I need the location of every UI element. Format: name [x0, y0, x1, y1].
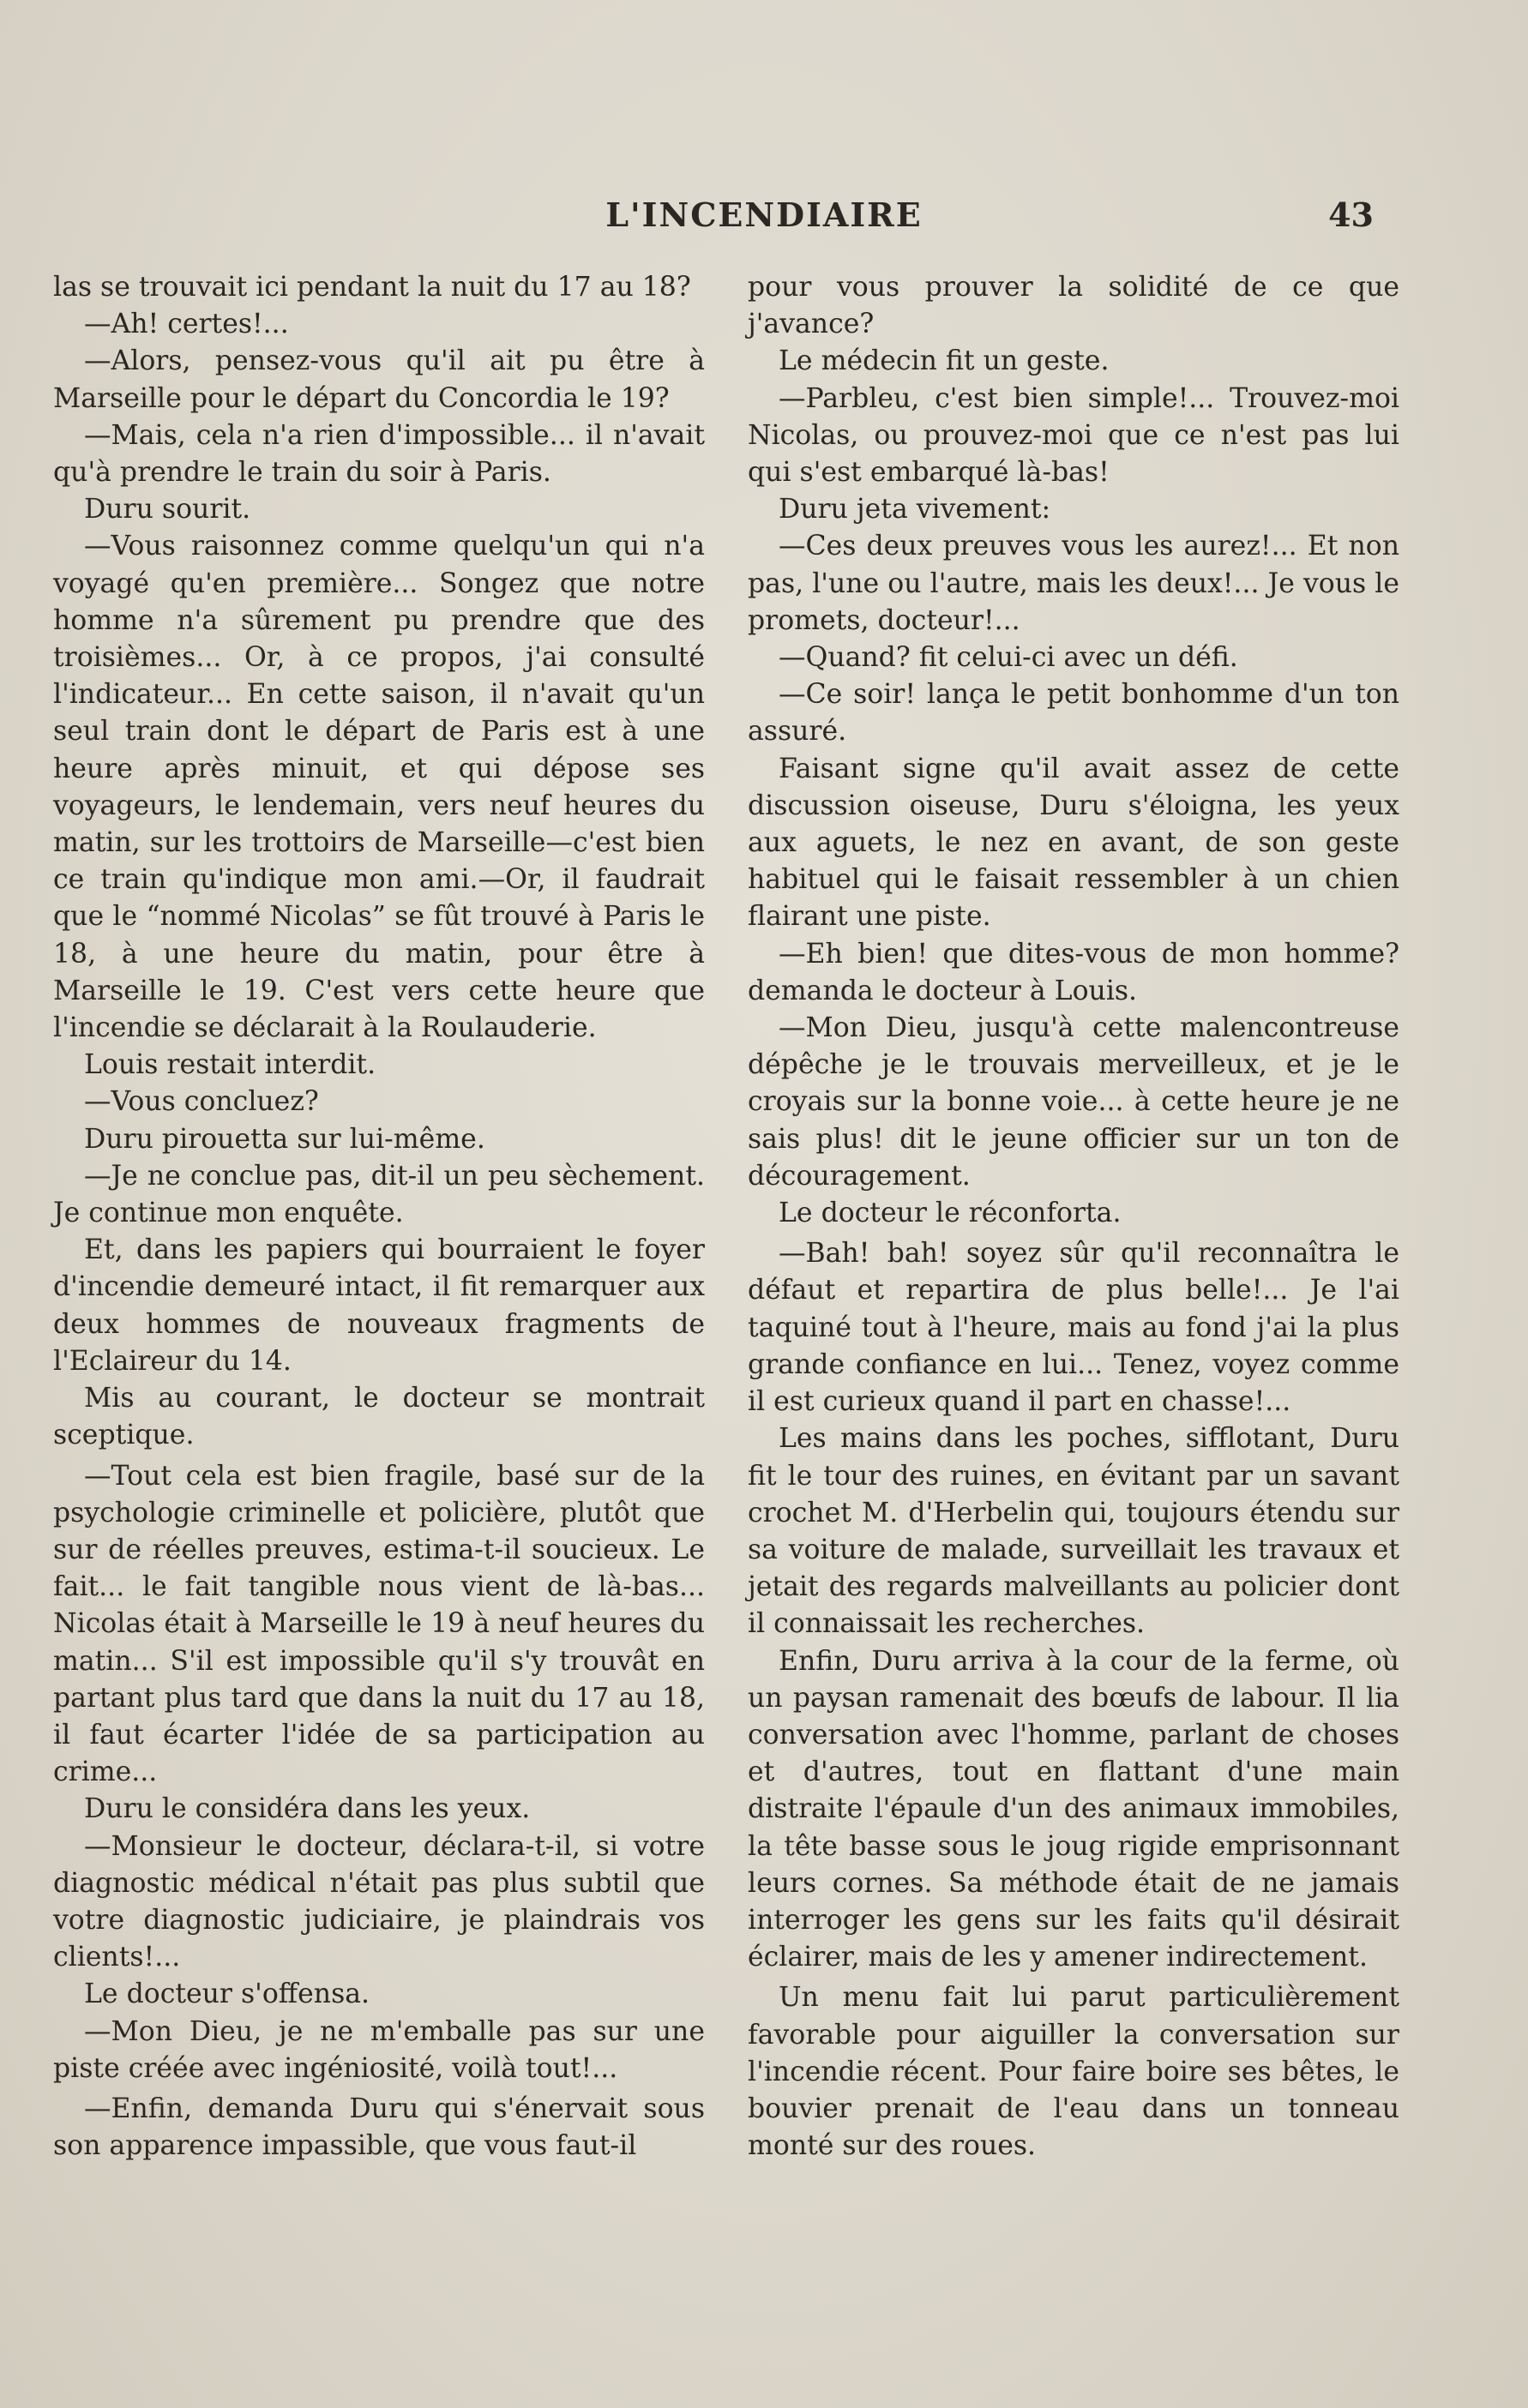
paragraph: Enfin, Duru arriva à la cour de la ferme, où un paysan ramenait des bœufs de labour. Il lia conversation avec l'homme, parlant de choses et d'autres, tout en flattant d'une main distraite l'épaule d'un des animaux immobiles, la tête basse sous le joug rigide emprisonnant leurs cornes. Sa méthode était de ne jamais interroger les gens sur les faits qu'il désirait éclairer, mais de les y amener indirectement. — [748, 1645, 1399, 1973]
left-column — [53, 269, 705, 2165]
paragraph: las se trouvait ici pendant la nuit du 17 au 18? — [53, 272, 691, 303]
paragraph: —Monsieur le docteur, déclara-t-il, si votre diagnostic médical n'était pas plus subtil que votre diagnostic judiciaire, je plaindrais vos clients!... — [53, 1830, 705, 1973]
paragraph: Faisant signe qu'il avait assez de cette discussion oiseuse, Duru s'éloigna, les yeux aux aguets, le nez en avant, de son geste habituel qui le faisait ressembler à un chien flairant une piste. — [748, 753, 1399, 933]
page-number: 43 — [1328, 195, 1374, 234]
paragraph: —Mon Dieu, je ne m'emballe pas sur une piste créée avec ingéniosité, voilà tout!... — [53, 2015, 705, 2084]
paragraph: —Vous raisonnez comme quelqu'un qui n'a voyagé qu'en première... Songez que notre homme n'a sûrement pu prendre que des troisièmes... Or, à ce propos, j'ai consulté l'indicateur... En cette saison, il n'avait qu'un seul train dont le départ de Paris est à une heure après minuit, et qui dépose ses voyageurs, le lendemain, vers neuf heures du matin, sur les trottoirs de Marseille—c'est bien ce train qu'indique mon ami.—Or, il faudrait que le “nommé Nicolas” se fût trouvé à Paris le 18, à une heure du matin, pour être à Marseille le 19. C'est vers cette heure que l'incendie se déclarait à la Roulauderie. — [53, 531, 705, 1044]
paragraph: —Mon Dieu, jusqu'à cette malencontreuse dépêche je le trouvais merveilleux, et je le croyais sur la bonne voie... à cette heure je ne sais plus! dit le jeune officier sur un ton de découragement. — [748, 1012, 1399, 1192]
paragraph: —Mais, cela n'a rien d'impossible... il n'avait qu'à prendre le train du soir à Paris. — [53, 419, 705, 489]
paragraph: —Ce soir! lança le petit bonhomme d'un ton assuré. — [748, 679, 1399, 748]
paragraph: —Alors, pensez-vous qu'il ait pu être à Marseille pour le départ du Concordia le 19? — [53, 345, 705, 414]
paragraph: Le docteur le réconforta. — [779, 1198, 1122, 1229]
paragraph: Duru pirouetta sur lui-même. — [84, 1123, 485, 1155]
paragraph: —Ah! certes!... — [84, 309, 289, 340]
paragraph: —Eh bien! que dites-vous de mon homme? demanda le docteur à Louis. — [748, 938, 1399, 1006]
paragraph: —Je ne conclue pas, dit-il un peu sèchement. Je continue mon enquête. — [53, 1160, 705, 1229]
page-header — [0, 195, 1528, 247]
paragraph: —Enfin, demanda Duru qui s'énervait sous son apparence impassible, que vous faut-il — [53, 2093, 705, 2162]
paragraph: Duru jeta vivement: — [779, 494, 1051, 525]
right-column — [748, 269, 1399, 2165]
paragraph: Mis au courant, le docteur se montrait sceptique. — [53, 1383, 705, 1451]
paragraph: —Ces deux preuves vous les aurez!... Et non pas, l'une ou l'autre, mais les deux!... Je vous le promets, docteur!... — [748, 531, 1399, 636]
paragraph: Et, dans les papiers qui bourraient le foyer d'incendie demeuré intact, il fit remarquer aux deux hommes de nouveaux fragments de l'Eclaireur du 14. — [53, 1234, 705, 1377]
paragraph: Un menu fait lui parut particulièrement favorable pour aiguiller la conversation sur l'incendie récent. Pour faire boire ses bêtes, le bouvier prenait de l'eau dans un tonneau monté sur des roues. — [748, 1982, 1399, 2162]
running-title: L'INCENDIAIRE — [605, 195, 923, 234]
paragraph: —Vous concluez? — [84, 1086, 319, 1118]
paragraph: Les mains dans les poches, sifflotant, Duru fit le tour des ruines, en évitant par un savant crochet M. d'Herbelin qui, toujours étendu sur sa voiture de malade, surveillait les travaux et jetait des regards malveillants au policier dont il connaissait les recherches. — [748, 1423, 1399, 1640]
paragraph: Le médecin fit un geste. — [779, 345, 1110, 377]
paragraph: Duru sourit. — [84, 494, 251, 525]
paragraph: Louis restait interdit. — [84, 1049, 376, 1081]
paragraph: Duru le considéra dans les yeux. — [84, 1793, 531, 1825]
paragraph: —Quand? fit celui-ci avec un défi. — [779, 642, 1238, 674]
paragraph: —Tout cela est bien fragile, basé sur de la psychologie criminelle et policière, plutôt que sur de réelles preuves, estima-t-il soucieux. Le fait... le fait tangible nous vient de là-bas... Nicolas était à Marseille le 19 à neuf heures du matin... S'il est impossible qu'il s'y trouvât en partant plus tard que dans la nuit du 17 au 18, il faut écarter l'idée de sa participation au crime... — [53, 1460, 705, 1788]
paragraph: Le docteur s'offensa. — [84, 1979, 370, 2010]
paragraph: —Bah! bah! soyez sûr qu'il reconnaîtra le défaut et repartira de plus belle!... Je l'ai taquiné tout à l'heure, mais au fond j'ai la plus grande confiance en lui... Tenez, voyez comme il est curieux quand il part en chasse!... — [748, 1238, 1399, 1418]
paragraph: pour vous prouver la solidité de ce que j'avance? — [748, 272, 1399, 340]
paragraph: —Parbleu, c'est bien simple!... Trouvez-moi Nicolas, ou prouvez-moi que ce n'est pas lui qui s'est embarqué là-bas! — [748, 382, 1399, 489]
